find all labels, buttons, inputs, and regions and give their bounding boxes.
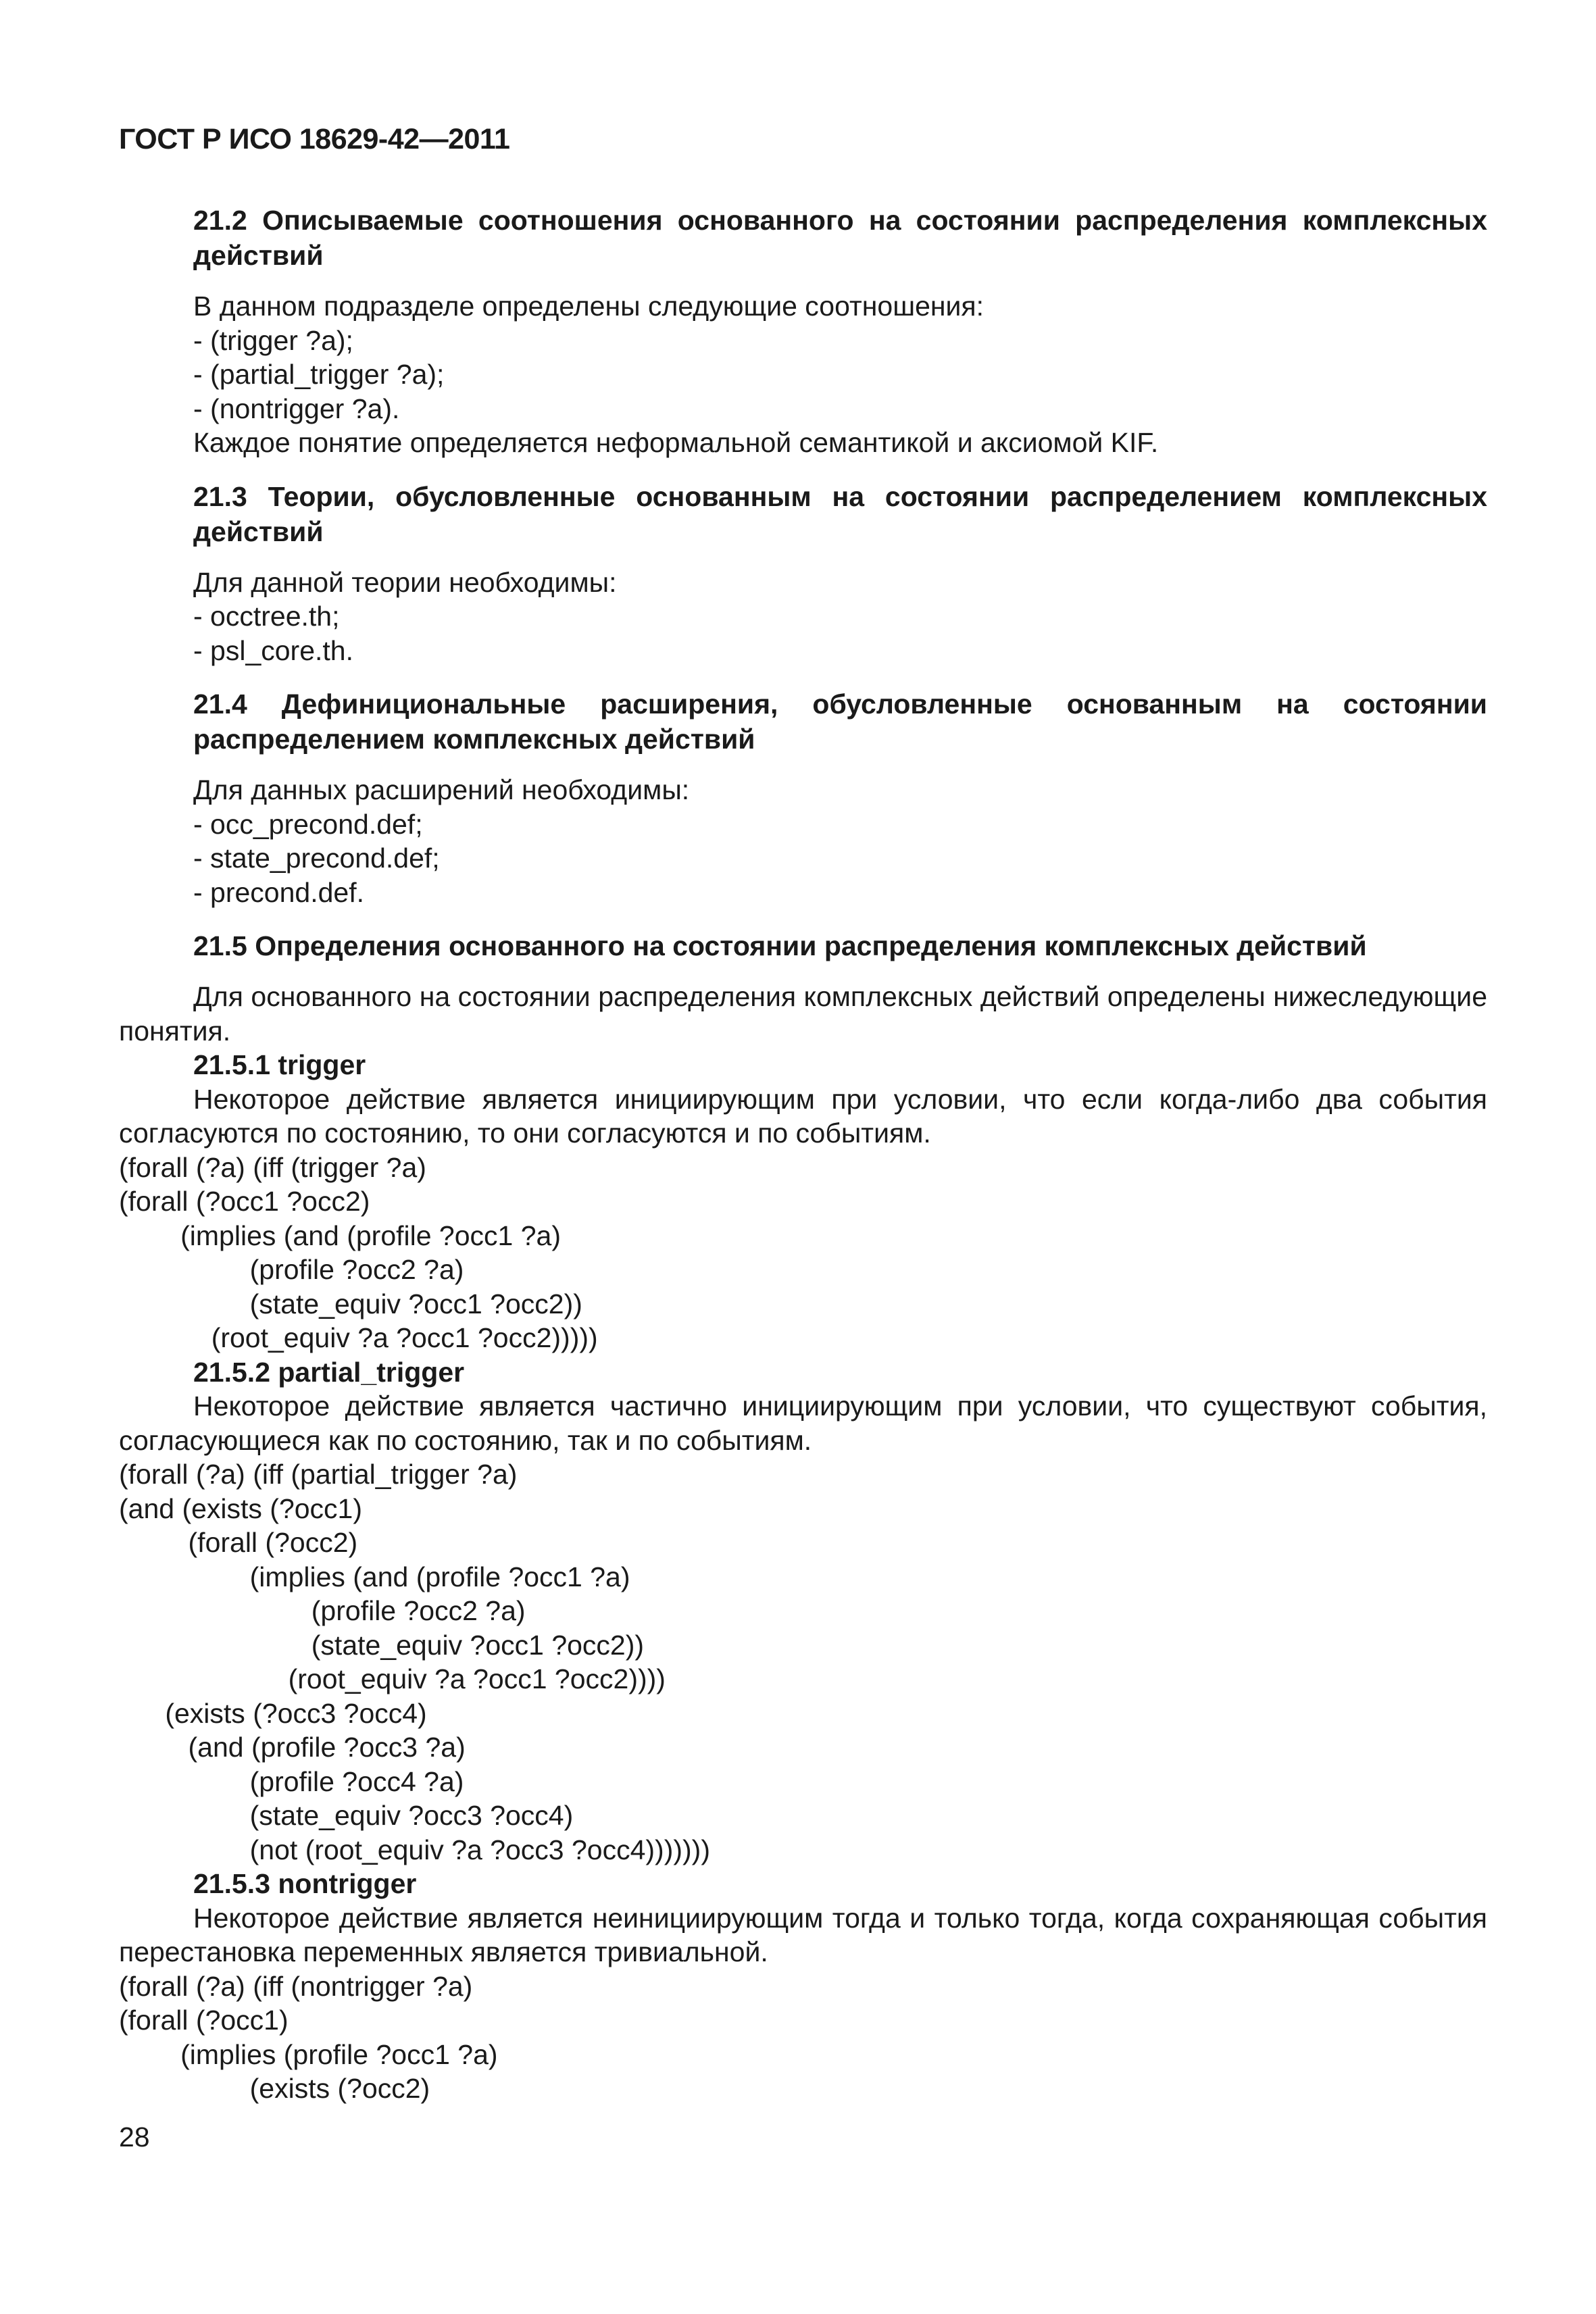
list-item: - state_precond.def; (193, 842, 440, 874)
code-line: (root_equiv ?a ?occ1 ?occ2))))) (119, 1322, 598, 1353)
code-line: (and (profile ?occ3 ?a) (119, 1732, 466, 1763)
code-line: (forall (?occ1 ?occ2) (119, 1186, 370, 1217)
list-item: - (trigger ?a); (193, 324, 353, 356)
code-line: (profile ?occ4 ?a) (119, 1765, 464, 1797)
code-line: (state_equiv ?occ1 ?occ2)) (119, 1629, 645, 1661)
section-title: 21.4 Дефинициональные расширения, обусловленные основанным на состоянии распределением комплексных действий (193, 688, 1487, 755)
section-body (119, 565, 1487, 668)
list-item: - (partial_trigger ?a); (193, 359, 445, 390)
kif-axiom-trigger (119, 1151, 1487, 1355)
subsection-heading-partial-trigger: 21.5.2 partial_trigger (193, 1356, 465, 1388)
subsection-heading-trigger: 21.5.1 trigger (193, 1049, 366, 1080)
code-line: (forall (?a) (iff (nontrigger ?a) (119, 1970, 473, 2002)
intro-paragraph: Для основанного на состоянии распределения комплексных действий определены нижеследующие понятия. (119, 981, 1487, 1047)
code-line: (state_equiv ?occ1 ?occ2)) (119, 1288, 582, 1319)
code-line: (profile ?occ2 ?a) (119, 1254, 464, 1285)
code-line: (forall (?a) (iff (partial_trigger ?a) (119, 1459, 518, 1490)
definition-text: Некоторое действие является неинициирующим тогда и только тогда, когда сохраняющая события перестановка переменных является тривиальной. (119, 1902, 1487, 1967)
section-body (119, 980, 1487, 2106)
section-21-4 (119, 686, 1487, 909)
code-line: (not (root_equiv ?a ?occ3 ?occ4))))))) (119, 1834, 710, 1865)
intro-text: Для данных расширений необходимы: (193, 774, 690, 805)
list-item: - (nontrigger ?a). (193, 393, 400, 424)
section-21-3 (119, 479, 1487, 668)
section-21-2 (119, 203, 1487, 460)
document-header: ГОСТ Р ИСО 18629-42—2011 (119, 123, 510, 155)
definition-text: Некоторое действие является инициирующим при условии, что если когда-либо два события согласуются по состоянию, то они согласуются и по событиям. (119, 1083, 1487, 1149)
code-line: (forall (?occ2) (119, 1527, 358, 1558)
intro-text: Для данной теории необходимы: (193, 566, 617, 598)
section-21-5 (119, 928, 1487, 2106)
code-line: (implies (profile ?occ1 ?a) (119, 2038, 498, 2070)
outro-text: Каждое понятие определяется неформальной семантикой и аксиомой KIF. (193, 427, 1159, 458)
list-item: - occtree.th; (193, 601, 340, 632)
code-line: (root_equiv ?a ?occ1 ?occ2)))) (119, 1663, 666, 1694)
kif-axiom-nontrigger (119, 1969, 1487, 2106)
definition-text: Некоторое действие является частично инициирующим при условии, что существуют события, согласующиеся как по состоянию, так и по событиям. (119, 1390, 1487, 1456)
section-title: 21.2 Описываемые соотношения основанного на состоянии распределения комплексных действий (193, 205, 1487, 271)
subsection-heading-nontrigger: 21.5.3 nontrigger (193, 1868, 417, 1899)
section-title: 21.3 Теории, обусловленные основанным на состоянии распределением комплексных действий (193, 480, 1487, 547)
code-line: (profile ?occ2 ?a) (119, 1595, 526, 1626)
page-content (119, 203, 1487, 2125)
code-line: (implies (and (profile ?occ1 ?a) (119, 1561, 630, 1592)
intro-text: В данном подразделе определены следующие соотношения: (193, 291, 984, 322)
list-item: - psl_core.th. (193, 634, 353, 666)
code-line: (state_equiv ?occ3 ?occ4) (119, 1800, 574, 1831)
kif-axiom-partial-trigger (119, 1457, 1487, 1867)
code-line: (forall (?occ1) (119, 2005, 289, 2036)
page-number: 28 (119, 2121, 150, 2153)
section-body (119, 289, 1487, 460)
code-line: (and (exists (?occ1) (119, 1492, 363, 1524)
code-line: (exists (?occ3 ?occ4) (119, 1697, 427, 1729)
code-line: (exists (?occ2) (119, 2073, 430, 2104)
list-item: - precond.def. (193, 876, 364, 908)
code-line: (implies (and (profile ?occ1 ?a) (119, 1219, 561, 1251)
section-title: 21.5 Определения основанного на состоянии распределения комплексных действий (193, 930, 1367, 961)
list-item: - occ_precond.def; (193, 808, 423, 840)
code-line: (forall (?a) (iff (trigger ?a) (119, 1151, 426, 1183)
section-body (119, 773, 1487, 909)
